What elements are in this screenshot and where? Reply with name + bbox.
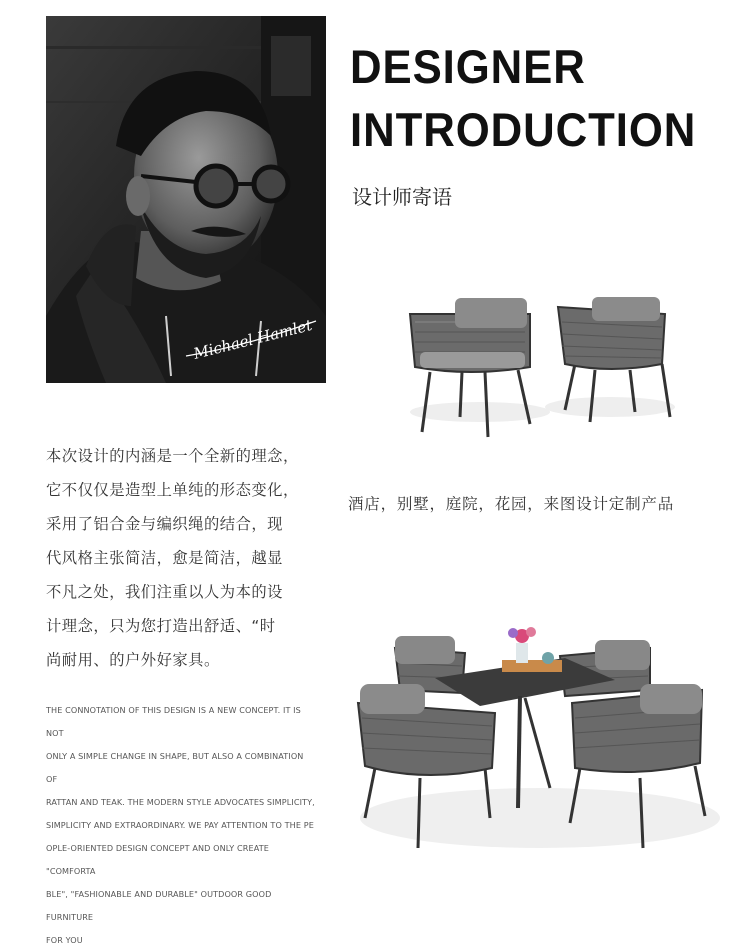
english-intro-line: RATTAN AND TEAK. THE MODERN STYLE ADVOCATES SIMPLICITY, xyxy=(46,797,315,807)
english-intro-line: BLE", "FASHIONABLE AND DURABLE" OUTDOOR GOOD FURNITURE xyxy=(46,889,272,922)
chinese-intro-line: 本次设计的内涵是一个全新的理念， xyxy=(46,447,299,465)
chinese-intro-line: 采用了铝合金与编织绳的结合，现 xyxy=(46,515,283,533)
table-set-image xyxy=(350,618,730,858)
english-intro-line: THE CONNOTATION OF THIS DESIGN IS A NEW CONCEPT. IT IS NOT xyxy=(46,705,301,738)
chinese-intro-line: 计理念，只为您打造出舒适、“时 xyxy=(46,617,276,635)
designer-portrait xyxy=(46,16,326,383)
chinese-intro-line: 它不仅仅是造型上单纯的形态变化， xyxy=(46,481,299,499)
two-chairs-image xyxy=(400,292,680,447)
chinese-intro-line: 代风格主张简洁，愈是简洁，越显 xyxy=(46,549,283,567)
venues-text: 酒店，别墅，庭院，花园，来图设计定制产品 xyxy=(348,495,675,513)
heading-line-1: DESIGNER xyxy=(350,40,586,93)
signature-text: Michael Hamlet xyxy=(191,316,314,363)
english-intro-line: ONLY A SIMPLE CHANGE IN SHAPE, BUT ALSO A COMBINATION OF xyxy=(46,751,304,784)
chinese-intro-line: 不凡之处，我们注重以人为本的设 xyxy=(46,583,283,601)
designer-photo-graphic xyxy=(46,16,326,383)
english-intro-line: FOR YOU xyxy=(46,935,83,945)
english-intro-line: OPLE-ORIENTED DESIGN CONCEPT AND ONLY CREATE "COMFORTA xyxy=(46,843,269,876)
heading-line-2: INTRODUCTION xyxy=(350,103,697,156)
english-intro-line: SIMPLICITY AND EXTRAORDINARY. WE PAY ATTENTION TO THE PE xyxy=(46,820,314,830)
subtitle: 设计师寄语 xyxy=(352,185,452,209)
chinese-intro-line: 尚耐用、的户外好家具。 xyxy=(46,651,220,669)
english-intro xyxy=(46,699,316,952)
chinese-intro xyxy=(46,439,321,677)
